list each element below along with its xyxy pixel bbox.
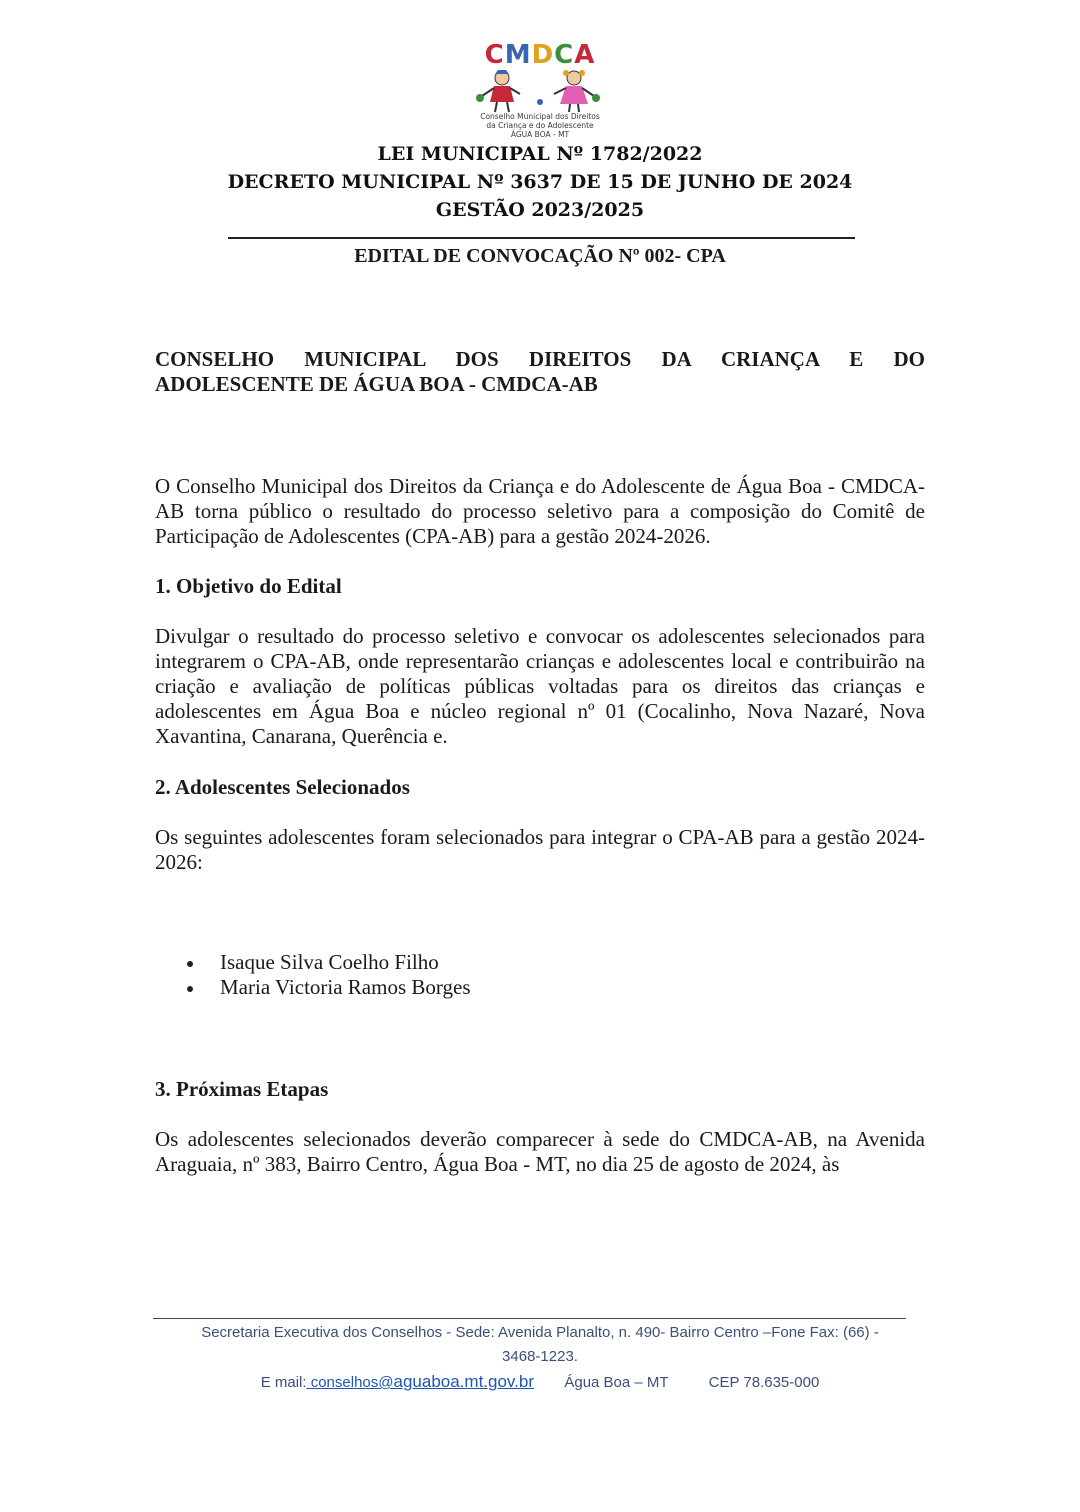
selected-list <box>185 950 471 1000</box>
footer-contact: E mail: conselhos@aguaboa.mt.gov.br Água Boa – MT CEP 78.635-000 <box>260 1372 820 1391</box>
footer-city: Água Boa – MT <box>564 1374 669 1391</box>
footer-divider <box>153 1318 906 1319</box>
footer-address: Secretaria Executiva dos Conselhos - Sede: Avenida Planalto, n. 490- Bairro Centro –Fone Fax: (66) - <box>201 1324 879 1341</box>
council-title-line1: CONSELHO MUNICIPAL DOS DIREITOS DA CRIANÇA E DO <box>155 347 925 371</box>
section3-heading: 3. Próximas Etapas <box>155 1077 329 1101</box>
bullet-icon <box>187 986 193 992</box>
footer-cep: CEP 78.635-000 <box>708 1374 820 1391</box>
header-decree: DECRETO MUNICIPAL Nº 3637 DE 15 DE JUNHO DE 2024 <box>227 171 853 193</box>
list-item: Maria Victoria Ramos Borges <box>185 975 471 1000</box>
council-title-line2: ADOLESCENTE DE ÁGUA BOA - CMDCA-AB <box>155 372 598 396</box>
section1-paragraph: Divulgar o resultado do processo seletivo e convocar os adolescentes selecionados para integrarem o CPA-AB, onde representarão crianças e adolescentes local e contribuirão na criação e avaliação de políticas públicas voltadas para os direitos das crianças e adolescentes em Água Boa e núcleo regional nº 01 (Cocalinho, Nova Nazaré, Nova Xavantina, Canarana, Querência e. <box>155 624 925 748</box>
header-term: GESTÃO 2023/2025 <box>435 199 645 221</box>
edital-title: EDITAL DE CONVOCAÇÃO Nº 002- CPA <box>354 245 726 267</box>
section2-paragraph: Os seguintes adolescentes foram selecionados para integrar o CPA-AB para a gestão 2024-2026: <box>155 825 925 874</box>
section1-heading: 1. Objetivo do Edital <box>155 574 342 598</box>
bullet-icon <box>187 961 193 967</box>
email-link[interactable]: conselhos@aguaboa.mt.gov.br <box>306 1372 534 1391</box>
logo-caption: Conselho Municipal dos Direitos da Criança e do Adolescente ÁGUA BOA - MT <box>480 112 600 139</box>
section3-paragraph: Os adolescentes selecionados deverão comparecer à sede do CMDCA-AB, na Avenida Araguaia, nº 383, Bairro Centro, Água Boa - MT, no dia 25 de agosto de 2024, às <box>155 1127 925 1176</box>
logo-title: CMDCA <box>484 40 596 70</box>
section2-heading: 2. Adolescentes Selecionados <box>155 775 410 799</box>
intro-paragraph: O Conselho Municipal dos Direitos da Criança e do Adolescente de Água Boa - CMDCA-AB torna público o resultado do processo seletivo para a composição do Comitê de Participação de Adolescentes (CPA-AB) para a gestão 2024-2026. <box>155 474 925 548</box>
cmdca-logo <box>440 40 640 140</box>
footer-phone: 3468-1223. <box>502 1348 578 1365</box>
list-item: Isaque Silva Coelho Filho <box>185 950 471 975</box>
children-illustration-icon <box>470 68 610 114</box>
header-law: LEI MUNICIPAL Nº 1782/2022 <box>377 143 703 165</box>
header-divider <box>228 237 855 239</box>
